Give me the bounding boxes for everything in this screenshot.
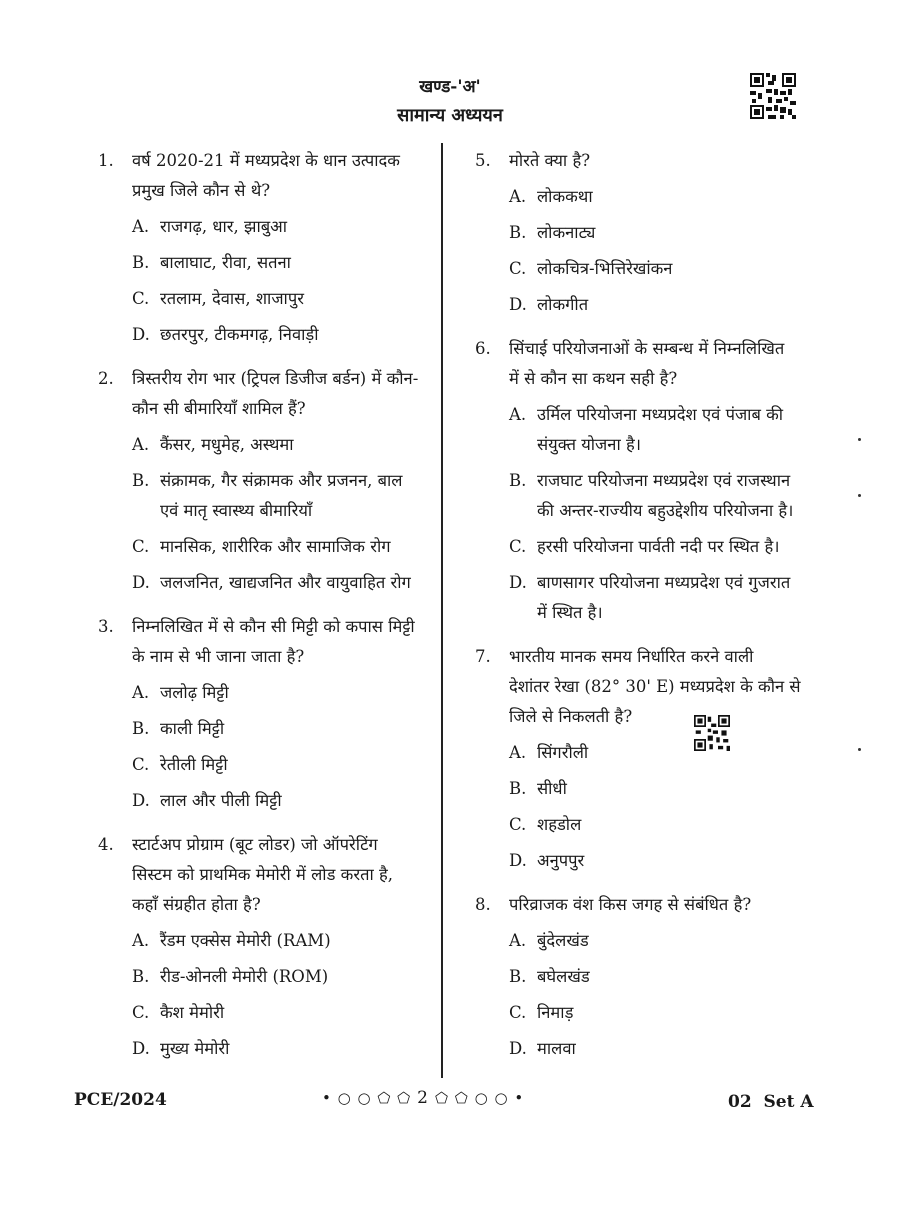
question-stem [98,364,438,424]
option-letter: B. [132,253,150,272]
question-stem [475,334,815,394]
option-text: सिंगरौली [537,743,589,762]
column-divider [441,143,443,1078]
option-letter: D. [509,1039,527,1058]
option-letter: B. [509,779,527,798]
question-2 [98,364,438,598]
question-stem [475,890,815,920]
option-text: कैश मेमोरी [160,1003,225,1022]
option-a [509,926,815,956]
question-text: भारतीय मानक समय निर्धारित करने वाली [509,647,754,666]
option-a [132,212,438,242]
section-heading: खण्ड-'अ' [419,77,481,97]
option-text: लोकनाट्य [537,223,596,242]
option-letter: A. [509,743,527,762]
option-text: सीधी [537,779,567,798]
question-number: 3. [98,617,114,636]
option-text: बाणसागर परियोजना मध्यप्रदेश एवं गुजरात [537,573,791,592]
option-b [509,962,815,992]
option-c [132,532,438,562]
option-letter: A. [509,931,527,950]
option-b [132,962,438,992]
option-text: बघेलखंड [537,967,590,986]
question-text: वर्ष 2020-21 में मध्यप्रदेश के धान उत्पादक [132,151,400,170]
option-text: निमाड़ [537,1003,574,1022]
option-a [509,738,815,768]
option-letter: A. [509,405,527,424]
option-d [509,1034,815,1064]
option-text: शहडोल [537,815,582,834]
question-stem [98,612,438,672]
option-letter: B. [132,967,150,986]
option-text: संक्रामक, गैर संक्रामक और प्रजनन, बाल [160,471,403,490]
option-text: राजगढ़, धार, झाबुआ [160,217,288,236]
option-letter: C. [132,755,150,774]
option-text: मानसिक, शारीरिक और सामाजिक रोग [160,537,391,556]
option-text: लोकगीत [537,295,589,314]
question-text: कहाँ संग्रहीत होता है? [132,895,261,914]
question-text: जिले से निकलती है? [509,707,633,726]
option-text: रैंडम एक्सेस मेमोरी (RAM) [160,931,331,950]
option-c [132,284,438,314]
left-column [98,146,438,1064]
question-text: परिव्राजक वंश किस जगह से संबंधित है? [509,895,752,914]
option-letter: C. [132,1003,150,1022]
option-letter: B. [509,967,527,986]
question-3 [98,612,438,816]
option-letter: B. [132,471,150,490]
question-stem [475,642,815,732]
option-c [132,998,438,1028]
option-a [509,400,815,460]
option-text: राजघाट परियोजना मध्यप्रदेश एवं राजस्थान [537,471,791,490]
option-letter: B. [509,471,527,490]
paper-code: PCE/2024 [74,1090,167,1110]
option-letter: A. [132,435,150,454]
option-text: लोककथा [537,187,593,206]
question-text: त्रिस्तरीय रोग भार (ट्रिपल डिजीज बर्डन) में कौन- [132,369,419,388]
option-c [132,750,438,780]
option-letter: D. [132,1039,150,1058]
scan-speck [858,748,861,751]
question-number: 6. [475,339,491,358]
option-letter: C. [132,289,150,308]
qr-code-icon [750,73,796,119]
question-text: सिंचाई परियोजनाओं के सम्बन्ध में निम्नलिखित [509,339,785,358]
option-c [509,254,815,284]
page-number-ornament [322,1088,524,1108]
option-c [509,532,815,562]
question-8 [475,890,815,1064]
option-text: रीड-ओनली मेमोरी (ROM) [160,967,329,986]
option-letter: D. [509,573,527,592]
question-6 [475,334,815,628]
option-a [132,430,438,460]
option-d [509,290,815,320]
right-column [475,146,815,1064]
option-text: संयुक्त योजना है। [537,435,641,454]
question-text: मोरते क्या है? [509,151,591,170]
question-text: देशांतर रेखा (82° 30' E) मध्यप्रदेश के कौन से [509,677,801,696]
option-b [509,466,815,526]
question-text: के नाम से भी जाना जाता है? [132,647,305,666]
option-text: बुंदेलखंड [537,931,589,950]
option-d [132,320,438,350]
option-text: कैंसर, मधुमेह, अस्थमा [160,435,294,454]
option-a [132,678,438,708]
option-d [132,1034,438,1064]
option-b [509,218,815,248]
option-a [509,182,815,212]
question-number: 8. [475,895,491,914]
option-a [132,926,438,956]
option-text: लाल और पीली मिट्टी [160,791,282,810]
question-text: कौन सी बीमारियाँ शामिल हैं? [132,399,306,418]
option-text: रेतीली मिट्टी [160,755,228,774]
option-letter: A. [132,217,150,236]
option-letter: C. [132,537,150,556]
option-text: जलोढ़ मिट्टी [160,683,229,702]
option-text: हरसी परियोजना पार्वती नदी पर स्थित है। [537,537,780,556]
option-d [509,568,815,628]
option-letter: D. [132,791,150,810]
option-letter: B. [509,223,527,242]
question-number: 2. [98,369,114,388]
option-letter: A. [132,931,150,950]
option-text: अनुपपुर [537,851,585,870]
option-letter: C. [509,537,527,556]
option-letter: A. [132,683,150,702]
question-text: सिस्टम को प्राथमिक मेमोरी में लोड करता है, [132,865,393,884]
option-letter: D. [132,573,150,592]
option-d [509,846,815,876]
option-letter: C. [509,815,527,834]
question-stem [98,146,438,206]
option-letter: D. [509,851,527,870]
option-b [132,466,438,526]
option-c [509,998,815,1028]
option-text: एवं मातृ स्वास्थ्य बीमारियाँ [160,501,313,520]
option-letter: D. [132,325,150,344]
option-letter: D. [509,295,527,314]
question-text: प्रमुख जिले कौन से थे? [132,181,271,200]
ornament-right-icon: ⬠ ⬠ ○ ○ • [435,1089,525,1107]
question-stem [475,146,815,176]
scan-speck [858,438,861,441]
option-b [132,714,438,744]
question-7 [475,642,815,876]
option-text: काली मिट्टी [160,719,225,738]
option-text: में स्थित है। [537,603,603,622]
question-5 [475,146,815,320]
option-c [509,810,815,840]
option-d [132,786,438,816]
option-text: बालाघाट, रीवा, सतना [160,253,291,272]
option-b [509,774,815,804]
option-text: लोकचित्र-भित्तिरेखांकन [537,259,673,278]
option-letter: A. [509,187,527,206]
ornament-left-icon: • ○ ○ ⬠ ⬠ [322,1089,412,1107]
option-text: की अन्तर-राज्यीय बहुउद्देशीय परियोजना है। [537,501,794,520]
question-stem [98,830,438,920]
question-text: स्टार्टअप प्रोग्राम (बूट लोडर) जो ऑपरेटिंग [132,835,378,854]
question-1 [98,146,438,350]
option-letter: C. [509,1003,527,1022]
question-4 [98,830,438,1064]
option-letter: C. [509,259,527,278]
page-number: 2 [417,1088,429,1108]
question-number: 1. [98,151,114,170]
option-text: छतरपुर, टीकमगढ़, निवाड़ी [160,325,319,344]
question-number: 7. [475,647,491,666]
question-number: 4. [98,835,114,854]
set-label: 02 Set A [728,1092,814,1112]
subject-heading: सामान्य अध्ययन [397,105,503,126]
option-text: मालवा [537,1039,576,1058]
option-text: मुख्य मेमोरी [160,1039,230,1058]
question-text: निम्नलिखित में से कौन सी मिट्टी को कपास मिट्टी [132,617,415,636]
question-text: में से कौन सा कथन सही है? [509,369,678,388]
option-text: रतलाम, देवास, शाजापुर [160,289,304,308]
option-b [132,248,438,278]
option-d [132,568,438,598]
scan-speck [858,494,861,497]
option-text: जलजनित, खाद्यजनित और वायुवाहित रोग [160,573,411,592]
question-number: 5. [475,151,491,170]
option-letter: B. [132,719,150,738]
option-text: उर्मिल परियोजना मध्यप्रदेश एवं पंजाब की [537,405,784,424]
